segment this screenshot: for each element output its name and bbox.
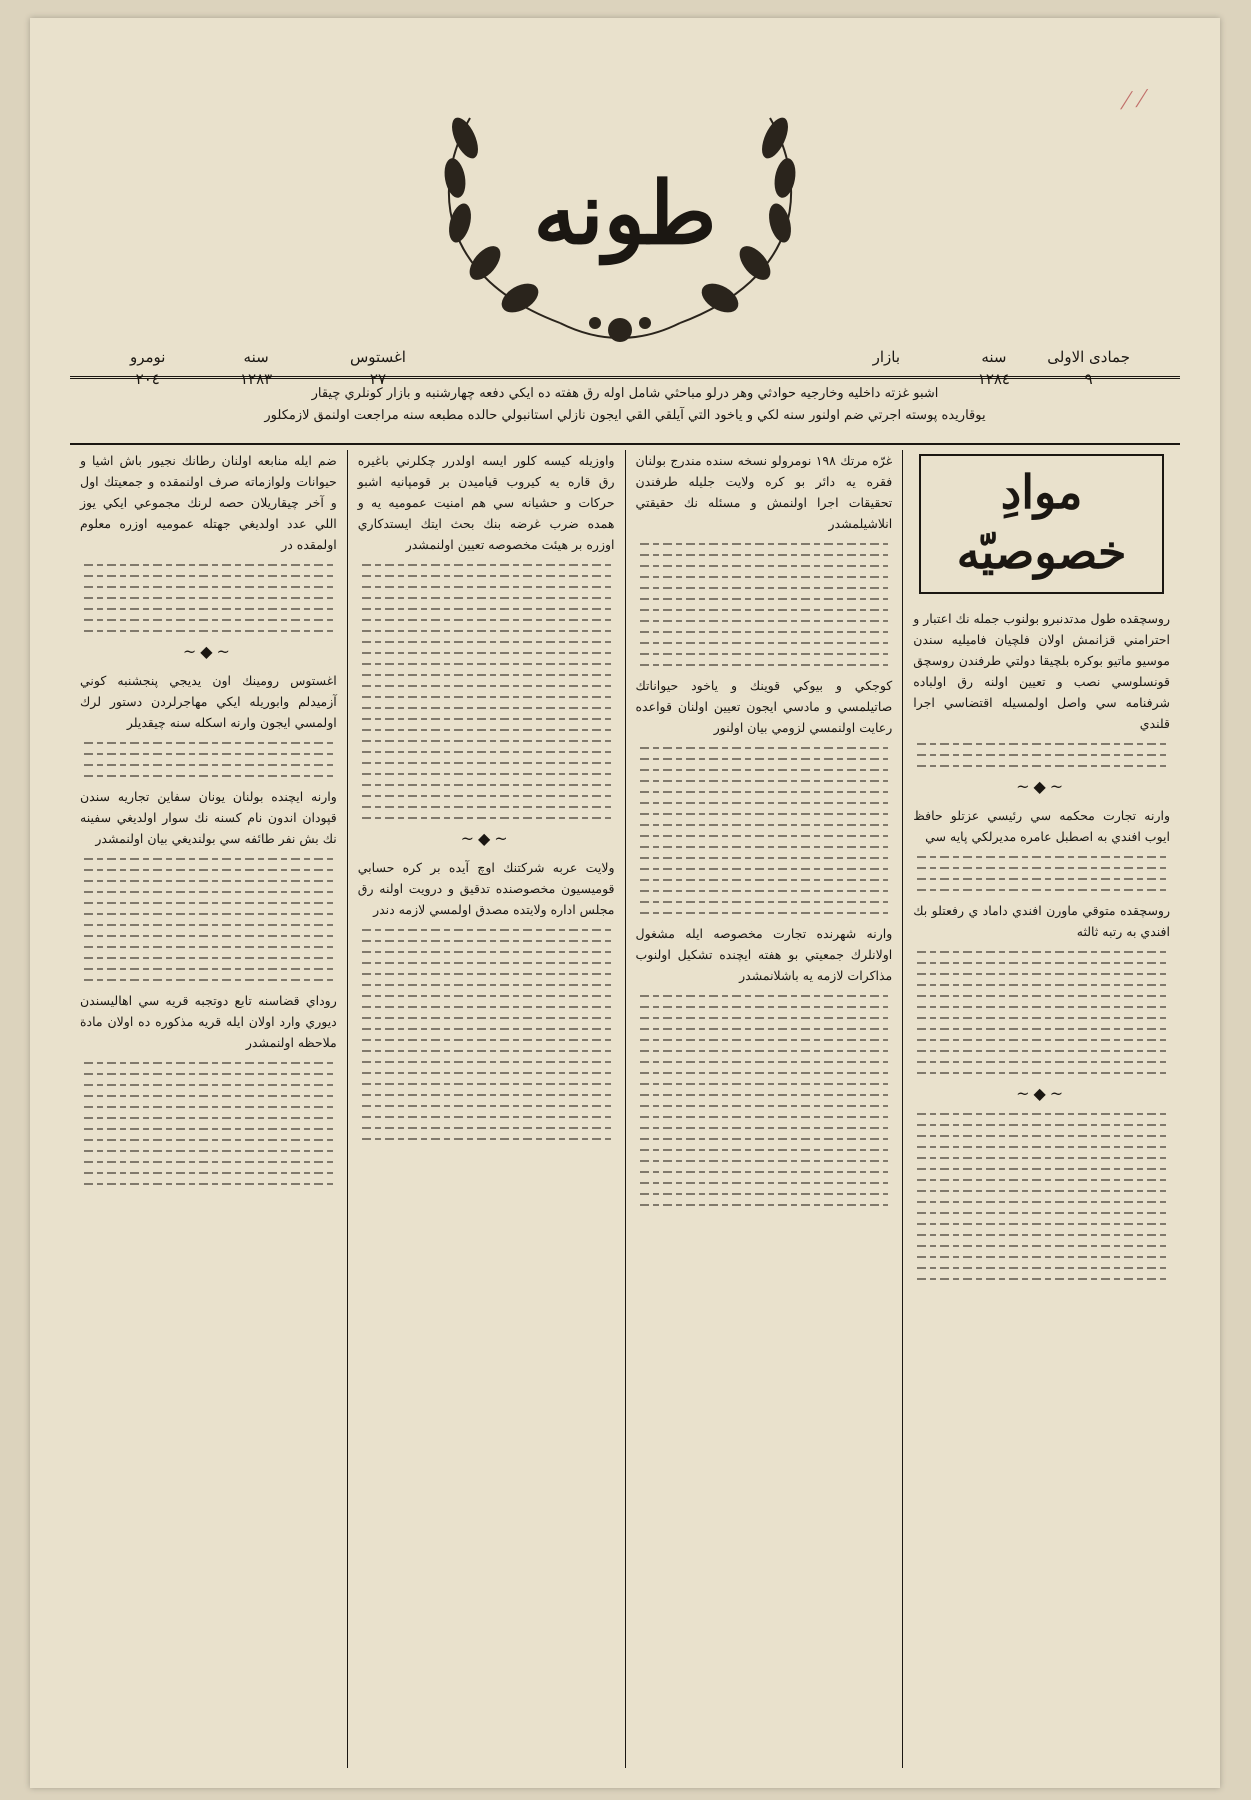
article-paragraph: غرّه مرتك ١٩٨ نومرولو نسخه سنده مندرج بولنان فقره يه دائر بو كره ولايت جليله طرفندن تحقيقات اجرا اولنمش و مسئله نك حقيقتي انلاشيلمشدر (635, 453, 893, 531)
article-paragraph: روسچقده متوقي ماورن افندي داماد ي رفعتلو بك افندي به رتبه ثالثه (913, 903, 1170, 939)
meta-day: بازار (872, 348, 900, 366)
article-paragraph: واوزيله كيسه كلور ايسه اولدرر چكلرني باغيره رق قاره يه كيروب قياميدن بر قومپانيه اشبو حركات و حشيانه سي هم امنيت عموميه يه و همده ضرب غرضه بنك بحث ايتك ايستدكاري اوزره بر هيئت مخصوصه تعيين اولنمشدر (357, 453, 615, 552)
article-paragraph: ضم ايله منابعه اولنان رطانك نجيور باش اشيا و حيوانات ولوازماته صرف اولنمقده و جمعيتك اول و آخر چيقاريلان حصه لرنك مجموعي ايكي يوز اللي عدد اولديغي جهتله عموميه اوزره معلوم اولمقده در (80, 453, 337, 552)
article-paragraph: وارنه تجارت محكمه سي رئيسي عزتلو حافظ ايوب افندي به اصطبل عامره مديرلكي پايه سي (913, 808, 1170, 844)
column-4 (70, 450, 347, 1768)
meta-year-hijri: سنه ١٢٨٤ (977, 348, 1010, 388)
article-paragraph: ولايت عربه شركتنك اوچ آيده بر كره حسابي قوميسيون مخصوصنده تدقيق و درويت اولنه رق مجلس اداره ولايتده مصدق اولمسي لازمه دندر (357, 860, 615, 917)
section-title: موادِ خصوصيّه (919, 454, 1164, 594)
subscription-notice: اشبو غزته داخليه وخارجيه حوادثي وهر درلو مباحثي شامل اوله رق هفته ده ايكي دفعه چهارشنبه و بازار كونلري چيقار يوقاريده پوسته اجرتي ضم اولنور سنه لكي و ياخود التي آيلقي القي ايجون نازلي استانبولي حالده مطبعه سنه مراجعت اولنمق لازمكلور (70, 376, 1180, 445)
divider-ornament (358, 828, 615, 849)
article-paragraph: روسچقده طول مدتدنبرو بولنوب جمله نك اعتبار و احترامني قزانمش اولان فلچيان فاميليه سندن موسيو ماتيو بوكره بلچيقا دولتي طرفندن روسچق قونسلوسي نصب و تعيين اولنه رق اولباده شرفنامه سي واصل اولمسيله اقتضاسي اجرا قلندي (913, 611, 1170, 731)
meta-month-rumi: اغستوس ٢٧ (350, 348, 406, 388)
meta-month-hijri: جمادى الاولى ٩ (1047, 348, 1130, 388)
handwritten-annotation: ⟋⟋ (1117, 85, 1152, 116)
article-paragraph: وارنه شهرنده تجارت مخصوصه ايله مشغول اولانلرك جمعيتي بو هفته ايچنده تشكيل اولنوب مذاكرات لازمه يه باشلانمشدر (635, 926, 893, 983)
meta-issue-number: نومرو ٢٠٤ (130, 348, 166, 388)
meta-year-rumi: سنه ١٢٨٣ (240, 348, 273, 388)
newspaper-title: طونه (533, 163, 717, 264)
divider-ornament (913, 1083, 1170, 1104)
article-paragraph: روداي قضاسنه تابع دوتجبه قريه سي اهاليسندن ديوري وارد اولان ايله قريه مذكوره ده اولان مادة ملاحظه اولنمشدر (80, 993, 337, 1050)
column-2 (625, 450, 903, 1768)
divider-ornament (913, 776, 1170, 797)
column-1 (902, 450, 1180, 1768)
article-columns (70, 450, 1180, 1768)
article-paragraph: وارنه ايچنده بولنان يونان سفاين تجاريه سندن قپودان اندون نام كسنه نك سوار اولديغي سفينه نك بش نفر طائفه سي بولنديغي بيان اولنمشدر (80, 789, 337, 846)
column-3 (347, 450, 625, 1768)
article-paragraph: اغستوس رومينك اون يديجي پنجشنبه كوني آزميدلم وابوريله ايكي مهاجرلردن دستور لرك اولمسي ايجون وارنه اسكله سنه چيقديلر (80, 673, 337, 730)
article-paragraph: كوجكي و بيوكي قوينك و ياخود حيواناتك صاتيلمسي و مادسي ايجون تعيين اولنان قواعده رعايت اولنمسي لزومي بيان اولنور (635, 678, 893, 735)
newspaper-page (30, 18, 1220, 1788)
divider-ornament (80, 641, 337, 662)
masthead (30, 58, 1220, 388)
